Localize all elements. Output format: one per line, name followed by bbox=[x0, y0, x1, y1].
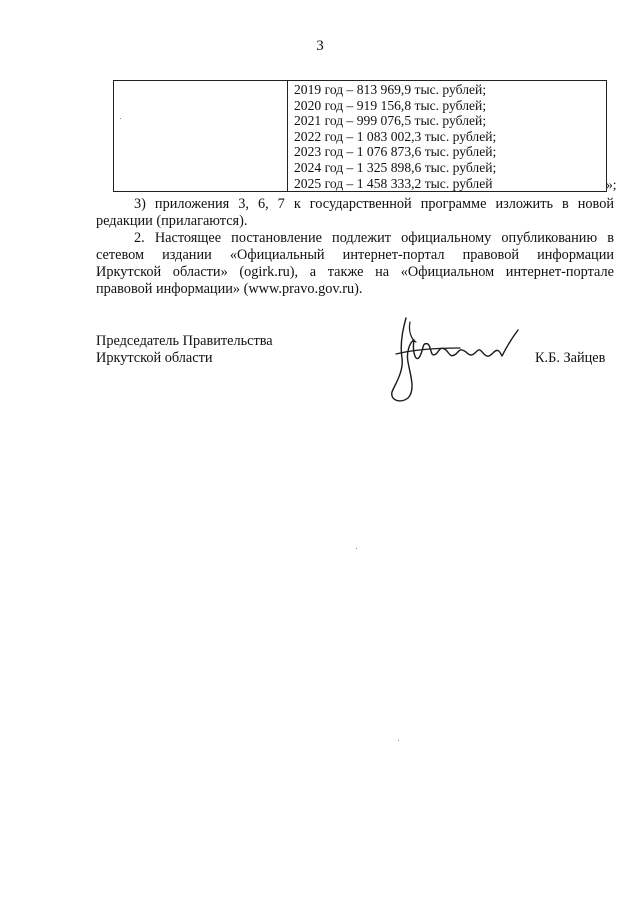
funding-table bbox=[113, 80, 607, 192]
funding-row-2023: 2023 год – 1 076 873,6 тыс. рублей; bbox=[294, 144, 497, 160]
signatory-position bbox=[96, 333, 273, 367]
funding-row-2019: 2019 год – 813 969,9 тыс. рублей; bbox=[294, 82, 487, 97]
paragraph-line: редакции (прилагаются). bbox=[96, 213, 248, 229]
signatory-position-line: Председатель Правительства bbox=[96, 333, 273, 349]
paragraph-line: Иркутской области» (ogirk.ru), а также на «Официальном интернет-портале bbox=[96, 264, 614, 280]
paragraph-line: 2. Настоящее постановление подлежит официальному опубликованию в bbox=[134, 230, 614, 246]
scan-speck bbox=[356, 548, 357, 549]
signatory-position-line: Иркутской области bbox=[96, 350, 213, 366]
funding-row-2022: 2022 год – 1 083 002,3 тыс. рублей; bbox=[294, 128, 497, 144]
signatory-name: К.Б. Зайцев bbox=[535, 350, 606, 366]
funding-row-2020: 2020 год – 919 156,8 тыс. рублей; bbox=[294, 97, 487, 113]
funding-row-2025: 2025 год – 1 458 333,2 тыс. рублей bbox=[294, 175, 493, 191]
funding-row-2021: 2021 год – 999 076,5 тыс. рублей; bbox=[294, 113, 487, 129]
paragraph-item-3 bbox=[96, 196, 614, 230]
paragraph-line: 3) приложения 3, 6, 7 к государственной программе изложить в новой bbox=[134, 196, 614, 212]
page-number: 3 bbox=[316, 38, 324, 54]
scan-speck bbox=[120, 118, 121, 119]
funding-table-values-cell bbox=[288, 81, 606, 191]
closing-quote: »; bbox=[606, 177, 617, 192]
handwritten-signature bbox=[372, 312, 532, 404]
paragraph-line: сетевом издании «Официальный интернет-портал правовой информации bbox=[96, 247, 614, 263]
paragraph-line: правовой информации» (www.pravo.gov.ru). bbox=[96, 281, 363, 297]
funding-row-2024: 2024 год – 1 325 898,6 тыс. рублей; bbox=[294, 159, 497, 175]
paragraph-publication bbox=[96, 230, 614, 298]
scan-speck bbox=[398, 740, 399, 741]
funding-table-empty-cell bbox=[114, 81, 288, 191]
